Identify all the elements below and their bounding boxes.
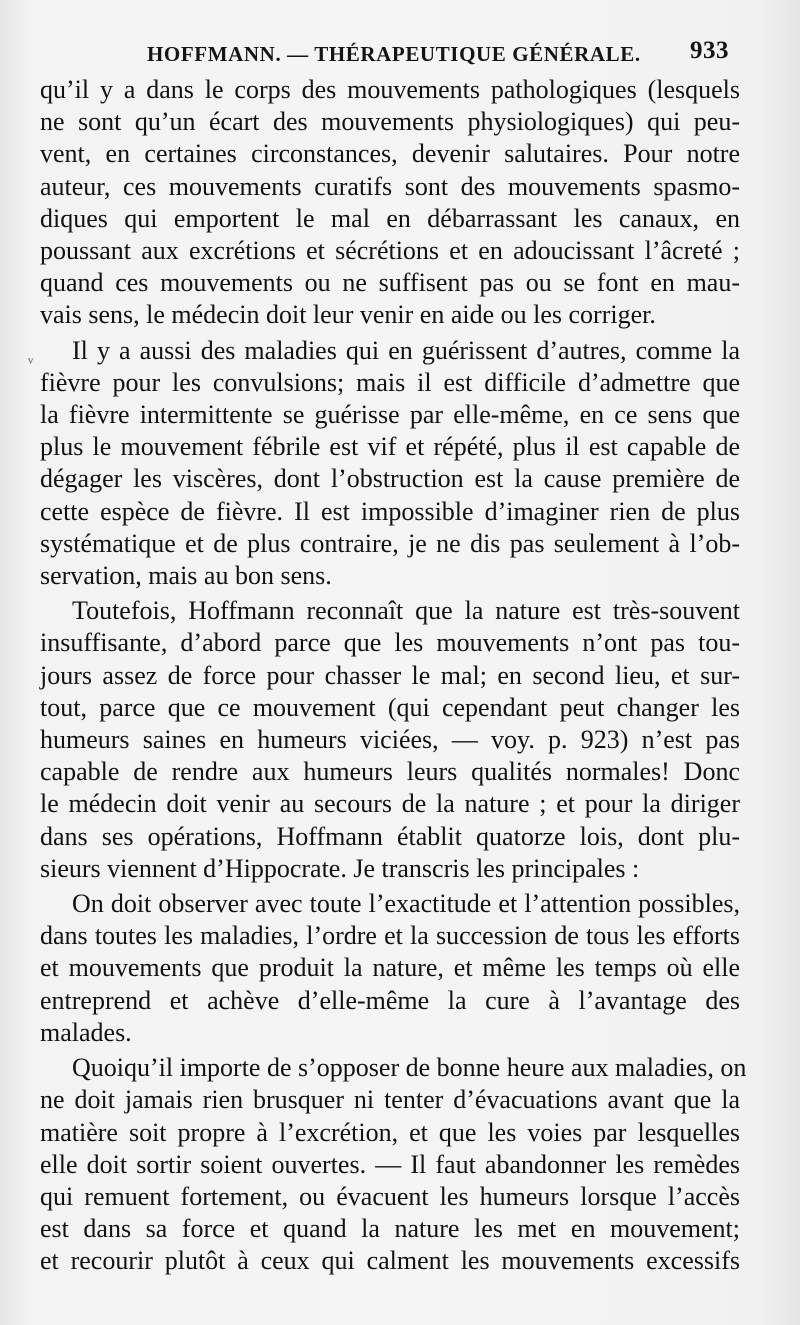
text-line: malades. (40, 1017, 132, 1047)
page-number: 933 (690, 37, 729, 64)
text-line: poussant aux excrétions et sécrétions et en adoucissant l’âcreté ; (40, 236, 740, 266)
margin-annotation-mark: ᵥ (28, 346, 34, 366)
paragraph (40, 595, 740, 885)
text-line: matière soit propre à l’excrétion, et que les voies par lesquelles (40, 1117, 740, 1147)
text-line: ne sont qu’un écart des mouvements physiologiques) qui peu- (40, 107, 740, 137)
body-text (40, 74, 747, 1278)
paragraph (40, 888, 740, 1049)
paragraph (40, 74, 740, 332)
text-line: auteur, ces mouvements curatifs sont des mouvements spasmo- (40, 171, 740, 201)
text-line: le médecin doit venir au secours de la nature ; et pour la diriger (40, 789, 740, 819)
paragraph (40, 1052, 747, 1277)
text-line: plus le mouvement fébrile est vif et répété, plus il est capable de (40, 432, 740, 462)
text-line: ne doit jamais rien brusquer ni tenter d’évacuations avant que la (40, 1085, 740, 1115)
page-header (0, 30, 800, 70)
text-line: On doit observer avec toute l’exactitude et l’attention possibles, (72, 889, 740, 919)
text-line: servation, mais au bon sens. (40, 561, 332, 591)
text-line: Il y a aussi des maladies qui en guérissent d’autres, comme la (72, 335, 740, 365)
text-line: diques qui emportent le mal en débarrassant les canaux, en (40, 203, 740, 233)
text-line: capable de rendre aux humeurs leurs qualités normales! Donc (40, 757, 740, 787)
paragraph (40, 335, 740, 593)
text-line: systématique et de plus contraire, je ne dis pas seulement à l’ob- (40, 528, 740, 558)
text-line: dans ses opérations, Hoffmann établit quatorze lois, dont plu- (40, 821, 740, 851)
text-line: quand ces mouvements ou ne suffisent pas ou se font en mau- (40, 268, 740, 298)
text-line: qu’il y a dans le corps des mouvements pathologiques (lesquels (40, 75, 740, 104)
text-line: la fièvre intermittente se guérisse par elle-même, en ce sens que (40, 400, 740, 430)
running-title: HOFFMANN. — THÉRAPEUTIQUE GÉNÉRALE. (147, 42, 641, 66)
text-line: est dans sa force et quand la nature les met en mouvement; (40, 1214, 740, 1244)
text-line: et mouvements que produit la nature, et même les temps où elle (40, 953, 740, 983)
text-line: vais sens, le médecin doit leur venir en aide ou les corriger. (40, 300, 656, 330)
text-line: elle doit sortir soient ouvertes. — Il faut abandonner les remèdes (40, 1149, 740, 1179)
text-line: qui remuent fortement, ou évacuent les humeurs lorsque l’accès (40, 1181, 740, 1211)
text-line: Toutefois, Hoffmann reconnaît que la nature est très-souvent (72, 596, 740, 626)
text-line: humeurs saines en humeurs viciées, — voy. p. 923) n’est pas (40, 725, 740, 755)
text-line: insuffisante, d’abord parce que les mouvements n’ont pas tou- (40, 628, 740, 658)
text-line: dégager les viscères, dont l’obstruction est la cause première de (40, 464, 740, 494)
text-line: Quoiqu’il importe de s’opposer de bonne heure aux maladies, on (72, 1053, 747, 1083)
text-line: sieurs viennent d’Hippocrate. Je transcris les principales : (40, 853, 640, 883)
text-line: entreprend et achève d’elle-même la cure à l’avantage des (40, 985, 740, 1015)
text-line: fièvre pour les convulsions; mais il est difficile d’admettre que (40, 367, 740, 397)
text-line: dans toutes les maladies, l’ordre et la succession de tous les efforts (40, 921, 740, 951)
text-line: et recourir plutôt à ceux qui calment les mouvements excessifs (40, 1246, 740, 1276)
text-line: vent, en certaines circonstances, devenir salutaires. Pour notre (40, 139, 740, 169)
text-line: jours assez de force pour chasser le mal; en second lieu, et sur- (40, 660, 740, 690)
text-line: cette espèce de fièvre. Il est impossible d’imaginer rien de plus (40, 496, 740, 526)
text-line: tout, parce que ce mouvement (qui cependant peut changer les (40, 692, 740, 722)
